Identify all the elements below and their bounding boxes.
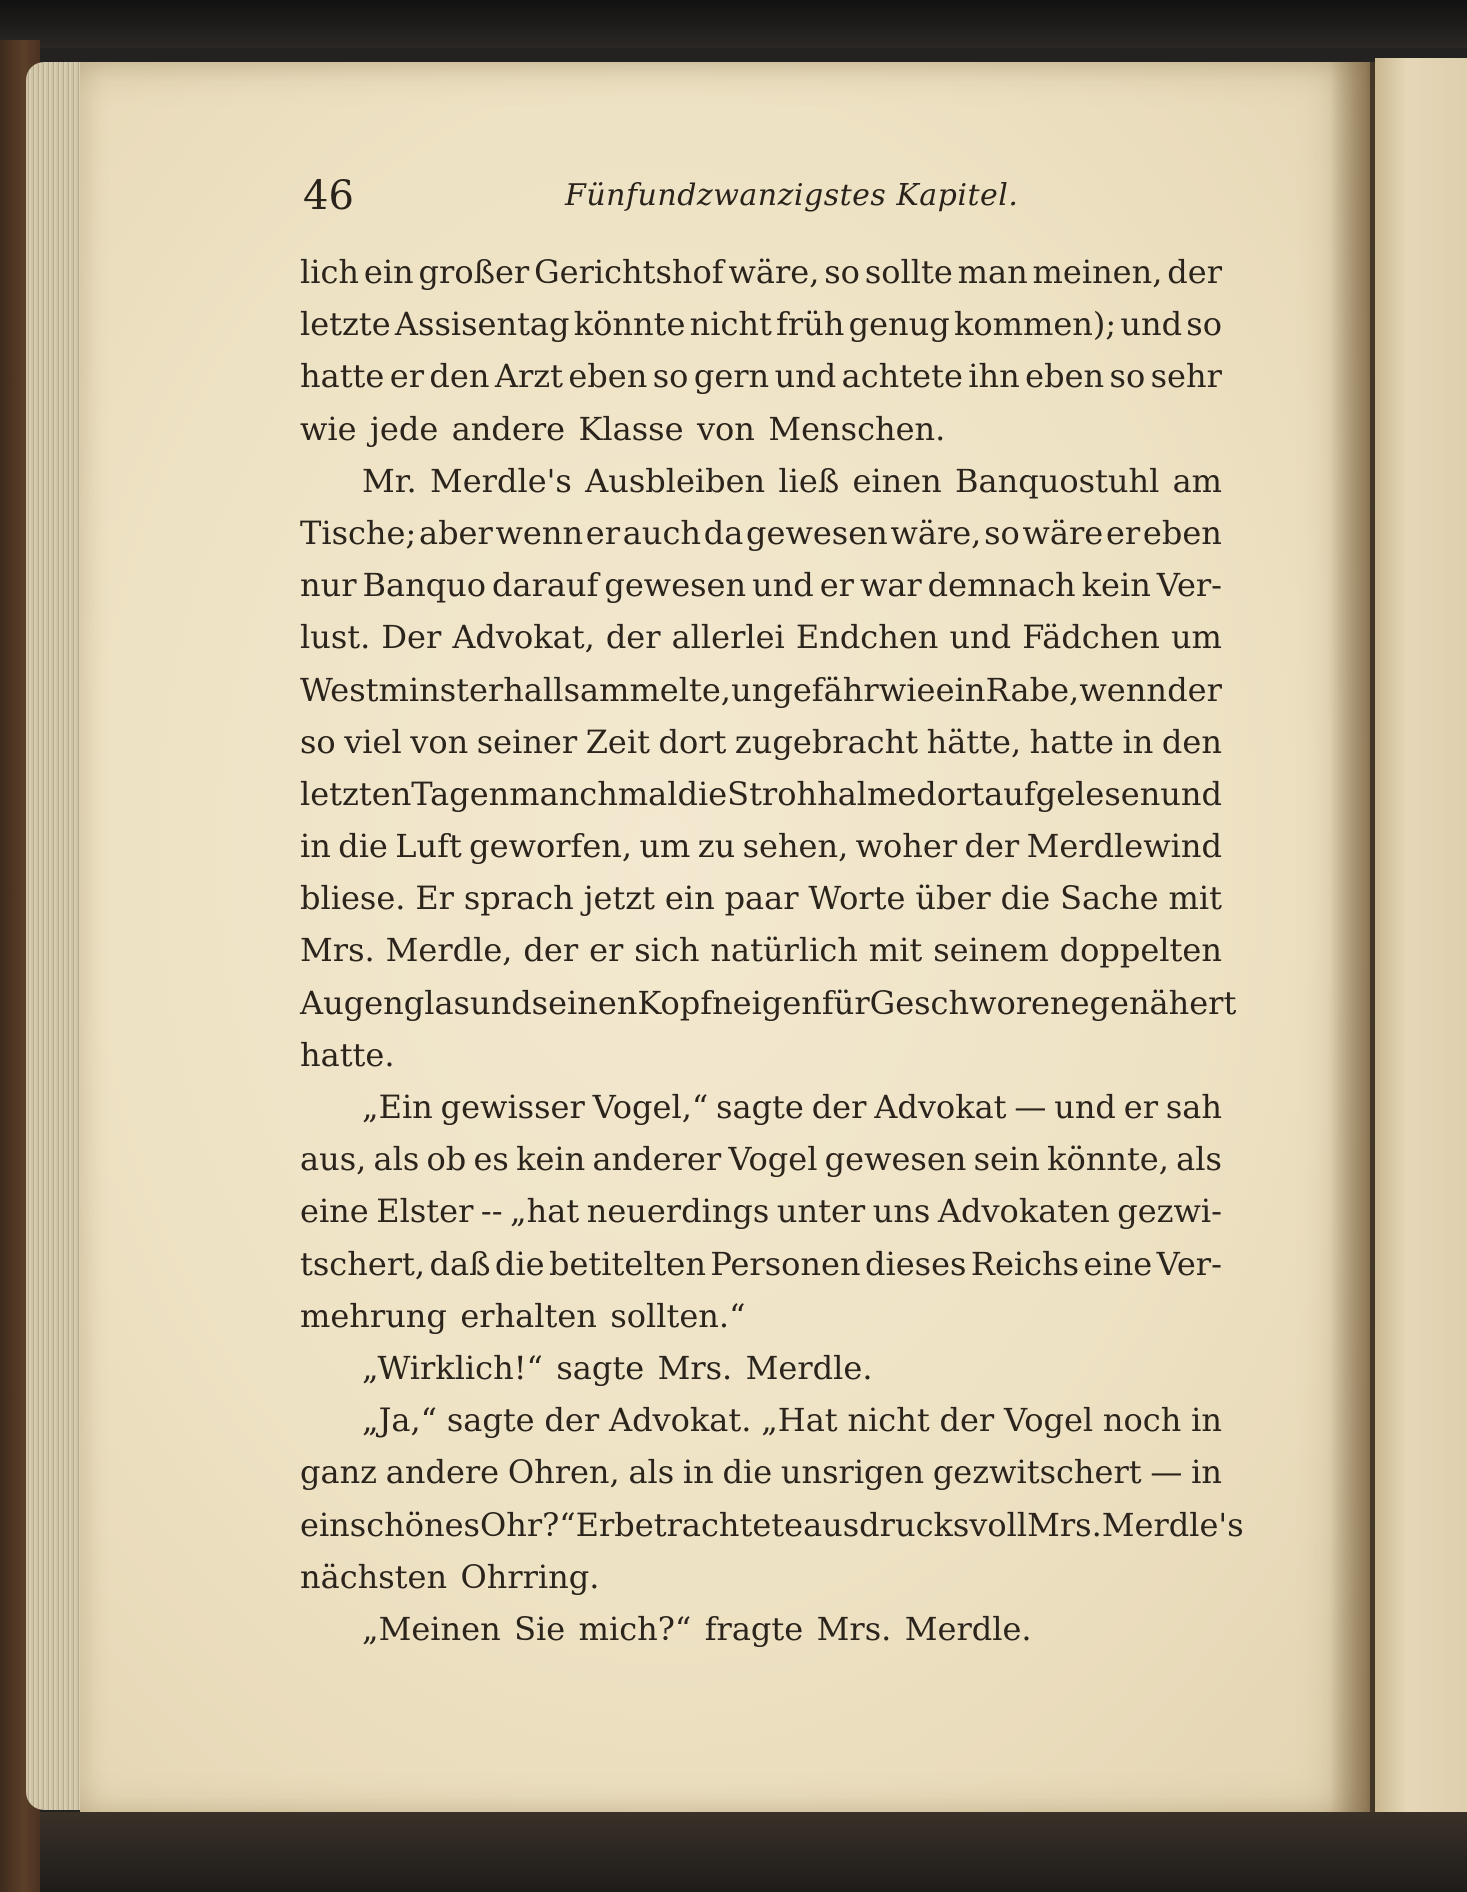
text-line: eine Elster -- „hat neuerdings unter uns Advokaten gezwi-: [300, 1192, 1222, 1231]
text-line: „Ja,“ sagte der Advokat. „Hat nicht der Vogel noch in: [362, 1401, 1222, 1440]
text-line: bliese. Er sprach jetzt ein paar Worte über die Sache mit: [300, 879, 1222, 918]
text-line: „Ein gewisser Vogel,“ sagte der Advokat — und er sah: [362, 1088, 1222, 1126]
text-line: so viel von seiner Zeit dort zugebracht hätte, hatte in den: [300, 722, 1222, 761]
text-line: hatte er den Arzt eben so gern und achtete ihn eben so sehr: [300, 357, 1222, 396]
page-gutter-shadow: [1330, 62, 1380, 1817]
text-line: Augenglas und seinen Kopfneigen für Geschworene genähert: [300, 983, 1237, 1022]
scan-background-top: [0, 0, 1467, 48]
text-line: Westminsterhall sammelte, ungefähr wie ein Rabe, wenn der: [300, 670, 1222, 709]
text-line: letzten Tagen manchmal die Strohhalme dort aufgelesen und: [300, 774, 1222, 813]
text-line: Mr. Merdle's Ausbleiben ließ einen Banquostuhl am: [362, 461, 1222, 500]
text-line: aus, als ob es kein anderer Vogel gewesen sein könnte, als: [300, 1140, 1222, 1179]
text-line: lust. Der Advokat, der allerlei Endchen und Fädchen um: [300, 618, 1222, 657]
page-number: 46: [303, 173, 354, 219]
scan-background-bottom: [40, 1812, 1467, 1892]
text-line: hatte.: [300, 1035, 395, 1074]
text-line: ganz andere Ohren, als in die unsrigen gezwitschert — in: [300, 1453, 1222, 1492]
text-line: ein schönes Ohr?“ Er betrachtete ausdrucksvoll Mrs. Merdle's: [300, 1505, 1244, 1544]
page-header: [303, 166, 1293, 226]
text-line: „Wirklich!“ sagte Mrs. Merdle.: [362, 1348, 873, 1387]
text-line: „Meinen Sie mich?“ fragte Mrs. Merdle.: [362, 1609, 1032, 1648]
body-text: [300, 246, 1244, 1655]
text-line: wie jede andere Klasse von Menschen.: [300, 409, 946, 448]
right-page-sliver: [1375, 58, 1467, 1818]
text-line: tschert, daß die betitelten Personen dieses Reichs eine Ver-: [300, 1244, 1222, 1283]
running-head: Fünfundzwanzigstes Kapitel.: [565, 178, 1019, 213]
text-line: mehrung erhalten sollten.“: [300, 1296, 746, 1335]
text-line: lich ein großer Gerichtshof wäre, so sollte man meinen, der: [300, 253, 1222, 291]
text-line: Mrs. Merdle, der er sich natürlich mit seinem doppelten: [300, 931, 1222, 970]
text-line: nur Banquo darauf gewesen und er war demnach kein Ver-: [300, 566, 1222, 605]
text-line: letzte Assisentag könnte nicht früh genug kommen); und so: [300, 305, 1222, 344]
text-line: in die Luft geworfen, um zu sehen, woher der Merdlewind: [300, 827, 1222, 866]
text-line: Tische; aber wenn er auch da gewesen wäre, so wäre er eben: [300, 513, 1222, 552]
text-line: nächsten Ohrring.: [300, 1557, 600, 1596]
